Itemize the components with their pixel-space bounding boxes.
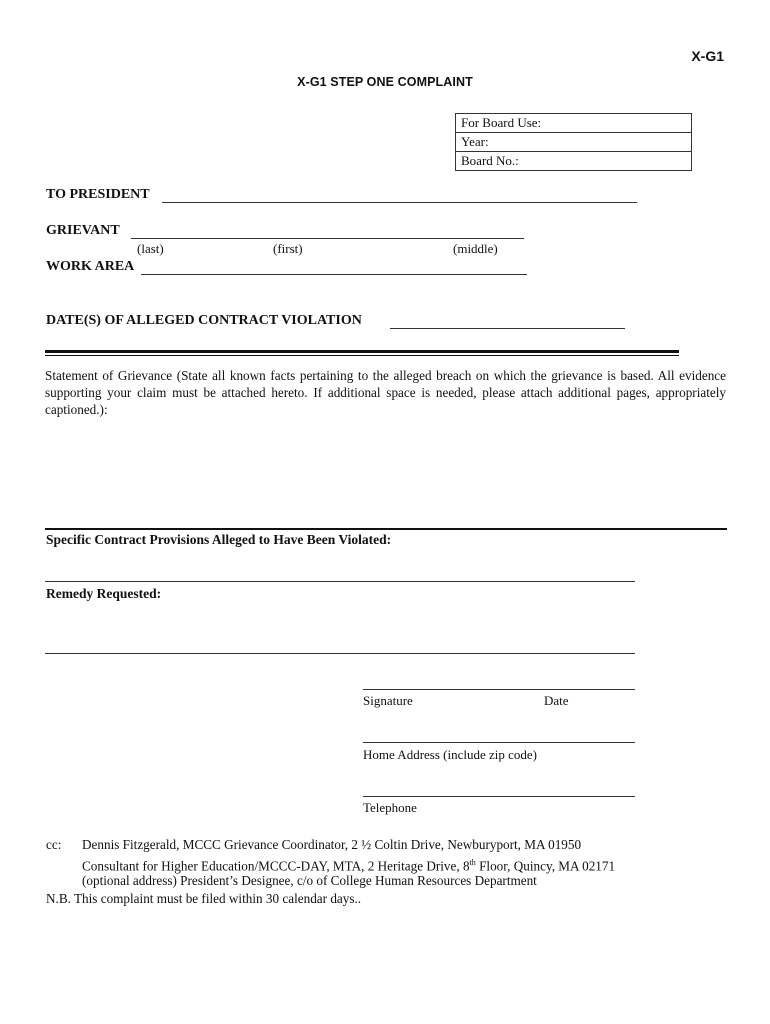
section-divider — [45, 528, 727, 530]
board-use-box — [455, 113, 692, 171]
divider-thick — [45, 350, 679, 353]
cc-line-2-ordinal: th — [469, 858, 476, 867]
statement-instructions: Statement of Grievance (State all known facts pertaining to the alleged breach on which the grievance is based. All evidence supporting your claim must be attached hereto. If additional space is needed, please attach additional pages, appropriately captioned.): — [45, 368, 726, 417]
provisions-heading: Specific Contract Provisions Alleged to Have Been Violated: — [46, 532, 392, 547]
work-area-line[interactable] — [141, 258, 527, 275]
cc-line-2-start: Consultant for Higher Education/MCCC-DAY, MTA, 2 Heritage Drive, 8 — [82, 858, 470, 874]
date-caption: Date — [544, 693, 569, 708]
board-use-label: For Board Use: — [456, 114, 691, 133]
to-president-line[interactable] — [162, 186, 637, 203]
remedy-line[interactable] — [45, 653, 635, 654]
grievant-middle-caption: (middle) — [453, 241, 498, 256]
grievant-label: GRIEVANT — [46, 223, 120, 238]
form-code: X-G1 — [691, 48, 724, 64]
board-number-field[interactable]: Board No.: — [461, 153, 519, 168]
cc-line-2-end: Floor, Quincy, MA 02171 — [475, 858, 616, 874]
home-address-caption: Home Address (include zip code) — [363, 747, 538, 762]
provisions-line[interactable] — [45, 581, 635, 582]
cc-line-3: (optional address) President’s Designee, c/o of College Human Resources Department — [82, 873, 537, 888]
telephone-caption: Telephone — [363, 800, 417, 815]
filing-note: N.B. This complaint must be filed within 30 calendar days.. — [46, 891, 362, 906]
home-address-line[interactable] — [363, 742, 635, 743]
telephone-line[interactable] — [363, 796, 635, 797]
form-title: X-G1 STEP ONE COMPLAINT — [297, 75, 473, 89]
remedy-heading: Remedy Requested: — [46, 586, 162, 601]
violation-dates-line[interactable] — [390, 312, 625, 329]
cc-line-1: Dennis Fitzgerald, MCCC Grievance Coordinator, 2 ½ Coltin Drive, Newburyport, MA 01950 — [82, 837, 582, 852]
signature-line[interactable] — [363, 689, 635, 690]
signature-caption: Signature — [363, 693, 413, 708]
cc-label: cc: — [46, 837, 62, 852]
grievant-line[interactable] — [131, 222, 524, 239]
grievant-last-caption: (last) — [137, 241, 164, 256]
to-president-label: TO PRESIDENT — [46, 187, 150, 202]
divider-thin — [45, 355, 679, 356]
board-year-field[interactable]: Year: — [456, 133, 691, 152]
grievant-first-caption: (first) — [273, 241, 303, 256]
work-area-label: WORK AREA — [46, 259, 135, 274]
violation-dates-label: DATE(S) OF ALLEGED CONTRACT VIOLATION — [46, 313, 362, 328]
